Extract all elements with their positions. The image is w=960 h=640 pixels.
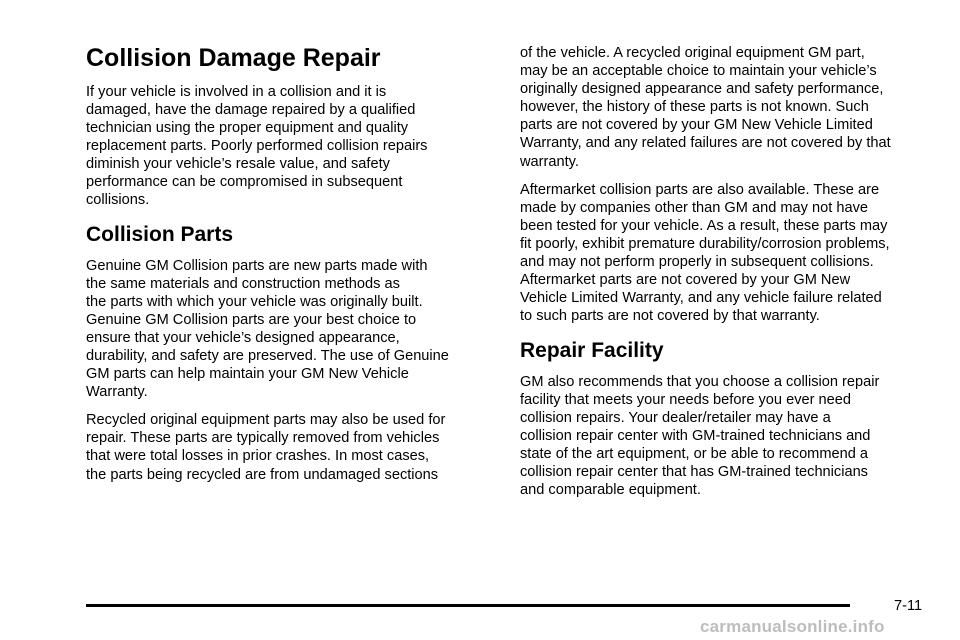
page-number: 7-11 [894,598,923,614]
paragraph-recycled-parts-continued: of the vehicle. A recycled original equipment GM part, may be an acceptable choice to maintain your vehicle’s originally designed appearance and safety performance, however, the history of these parts is not known. Such parts are not covered by your GM New Vehicle Limited Warranty, and any related failures are not covered by that warranty. [520,45,891,170]
paragraph-genuine-parts: Genuine GM Collision parts are new parts made with the same materials and construction methods as the parts with which your vehicle was originally built. Genuine GM Collision parts are your best choice to ensure that your vehicle’s designed appearance, durability, and safety are preserved. The use of Genuine GM parts can help maintain your GM New Vehicle Warranty. [86,257,449,401]
paragraph-repair-facility: GM also recommends that you choose a collision repair facility that meets your needs before you ever need collision repairs. Your dealer/retailer may have a collision repair center with GM-trained technicians and state of the art equipment, or be able to recommend a collision repair center that has GM-trained technicians and comparable equipment. [520,373,880,499]
heading-collision-damage-repair: Collision Damage Repair [86,44,381,72]
watermark: carmanualsonline.info [700,617,885,636]
paragraph-recycled-parts: Recycled original equipment parts may also be used for repair. These parts are typically removed from vehicles that were total losses in prior crashes. In most cases, the parts being recycled are from undamaged sections [86,412,446,483]
footer-rule [86,604,850,607]
paragraph-aftermarket-parts: Aftermarket collision parts are also available. These are made by companies other than GM and may not have been tested for your vehicle. As a result, these parts may fit poorly, exhibit premature durability/corrosion problems, and may not perform properly in subsequent collisions. Aftermarket parts are not covered by your GM New Vehicle Limited Warranty, and any vehicle failure related to such parts are not covered by that warranty. [520,181,890,325]
left-column [86,44,492,494]
heading-collision-parts: Collision Parts [86,223,234,247]
paragraph-collision-damage: If your vehicle is involved in a collision and it is damaged, have the damage repaired by a qualified technician using the proper equipment and quality replacement parts. Poorly performed collision repairs diminish your vehicle’s resale value, and safety performance can be compromised in subsequent collisions. [86,83,428,209]
right-column [520,44,930,509]
heading-repair-facility: Repair Facility [520,339,664,363]
